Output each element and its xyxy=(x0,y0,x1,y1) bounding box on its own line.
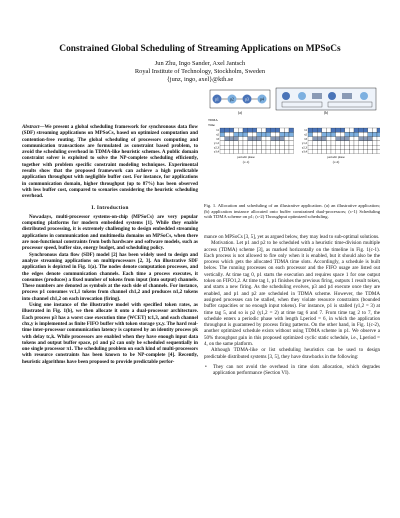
schedule-row-label: π1 xyxy=(303,128,307,133)
tdma-label: TDMA xyxy=(208,118,218,122)
schedule-cell xyxy=(280,145,285,149)
schedule-cell xyxy=(271,132,276,136)
schedule-cell xyxy=(229,137,234,141)
schedule-cell xyxy=(275,132,280,136)
schedule-cell xyxy=(345,141,350,145)
schedule-cell xyxy=(345,128,350,132)
schedule-cell xyxy=(354,132,359,136)
schedule-cell xyxy=(243,137,248,141)
bullet-text: They can not avoid the overhead in time slots allocation, which degrades application performance (Section VI). xyxy=(213,363,380,377)
schedule-cell xyxy=(289,128,294,132)
periodic-phase-label: periodic phase xyxy=(327,155,345,159)
schedule-cell xyxy=(345,137,350,141)
schedule-cell xyxy=(261,141,266,145)
schedule-cell xyxy=(284,145,289,149)
schedule-cell xyxy=(372,132,377,136)
intro-paragraph: Using one instance of the illustrative model with specified token rates, as illustrated in Fig. 1(b), we then allocate it onto a dual-processor architecture. Each process p3 has a worst case execution time (WCET) tc1,3, and each channel chx,y is implemented as finite FIFO buffer with token storage γx,y. The hard real-time inter-processor communication latency is captured by an identity process pk with delay tc,k. While processors are enabled when they have enough input data tokens and output buffer space, p1 and p2 can only be scheduled sequentially in one single processor π1. The scheduling problem on such kind of multi-processors with resource constraints has been known to be NP-complete [4]. Recently, heuristic algorithms have been proposed to provide predictable perfor- xyxy=(22,302,198,365)
schedule-cell xyxy=(317,150,322,154)
schedule-cell xyxy=(345,132,350,136)
schedule-cell xyxy=(238,132,243,136)
schedule-cell xyxy=(238,128,243,132)
schedule-cell xyxy=(340,132,345,136)
intro-paragraph: Nowadays, multi-processor systems-on-chip (MPSoCs) are very popular computing platforms for modern embedded systems [1]. While they enable distributed processing, it is extremely challenging to design embedded streaming applications in communication and multimedia domains on MPSoCs, when there are non-functional constraints from both hardware and software models, such as processor speed, buffer size, energy budget, and scheduling policy. xyxy=(22,213,198,252)
schedule-cell xyxy=(308,141,313,145)
schedule-cell xyxy=(229,141,234,145)
schedule-cell xyxy=(275,145,280,149)
schedule-cell xyxy=(275,150,280,154)
schedule-cell xyxy=(349,128,354,132)
schedule-cell xyxy=(248,145,253,149)
schedule-cell xyxy=(368,137,373,141)
authors: Jun Zhu, Ingo Sander, Axel Jantsch xyxy=(154,60,246,67)
schedule-cell xyxy=(359,145,364,149)
schedule-cell xyxy=(220,132,225,136)
schedule-cell xyxy=(336,141,341,145)
schedule-cell xyxy=(313,132,318,136)
node-label: p1 xyxy=(215,97,219,102)
schedule-cell xyxy=(354,137,359,141)
schedule-cell xyxy=(377,137,380,141)
author-block xyxy=(0,60,400,85)
schedule-cell xyxy=(308,145,313,149)
schedule-cell xyxy=(225,150,230,154)
schedule-cell xyxy=(368,128,373,132)
schedule-cell xyxy=(271,141,276,145)
schedule-cell xyxy=(331,150,336,154)
schedule-cell xyxy=(225,128,230,132)
schedule-cell xyxy=(271,128,276,132)
schedule-cell xyxy=(326,150,331,154)
schedule-cell xyxy=(368,145,373,149)
bullet-item: • They can not avoid the overhead in time slots allocation, which degrades application performance (Section VI). xyxy=(205,363,380,377)
schedule-cell xyxy=(266,150,271,154)
schedule-cell xyxy=(243,141,248,145)
schedule-cell xyxy=(368,132,373,136)
schedule-row-label: γ3,4 xyxy=(213,149,219,154)
schedule-cell xyxy=(243,128,248,132)
schedule-row-label: γ2,3 xyxy=(213,145,219,150)
schedule-cell xyxy=(359,141,364,145)
schedule-cell xyxy=(345,150,350,154)
schedule-cell xyxy=(336,145,341,149)
sdf-graph-a xyxy=(210,90,270,115)
schedule-cell xyxy=(340,145,345,149)
schedule-cell xyxy=(243,150,248,154)
schedule-cell xyxy=(326,141,331,145)
schedule-cell xyxy=(257,137,262,141)
schedule-cell xyxy=(257,145,262,149)
schedule-cell xyxy=(363,150,368,154)
schedule-c2 xyxy=(302,128,380,164)
schedule-cell xyxy=(225,132,230,136)
schedule-cell xyxy=(234,145,239,149)
schedule-cell xyxy=(363,128,368,132)
schedule-cell xyxy=(313,128,318,132)
schedule-cell xyxy=(261,132,266,136)
schedule-cell xyxy=(220,137,225,141)
section-heading-introduction: I. Introduction xyxy=(91,204,129,211)
schedule-cell xyxy=(336,137,341,141)
schedule-cell xyxy=(336,150,341,154)
schedule-cell xyxy=(349,137,354,141)
schedule-cell xyxy=(229,128,234,132)
schedule-cell xyxy=(238,145,243,149)
schedule-cell xyxy=(280,141,285,145)
schedule-cell xyxy=(289,145,294,149)
schedule-cell xyxy=(308,150,313,154)
schedule-cell xyxy=(363,137,368,141)
schedule-cell xyxy=(317,145,322,149)
schedule-cell xyxy=(289,141,294,145)
motivation-paragraph: Motivation. Let p1 and p2 to be scheduled with a heuristic time-division multiple access (TDMA) scheme [3], as marked horizontally on the timeline in Fig. 1(c-1). Each process is not allowed to fire only when it is enabled, but it should also be the process which gets the allocated TDMA time slots. Accordingly, a schedule is built below. The running processes on each processor and the FIFO usage are listed out vertically. At time tag 0, p1 starts the execution and requires space 1 for one output token on FIFO1,2. At time tag 1, p1 finishes the previous firing, outputs 1 result token, and starts a new firing. As the scheduling evolves, p3 and p4 execute once they are enabled, and p1 and p2 are scheduled in TDMA scheme. However, the TDMA assigned processes can be stalled, when they violate resource constraints (bounded buffer capacities or no enough input tokens). For instance, p1 is stalled (γ1,2 = 3) at time tag 5, and so is p2 (γ1,2 = 2) at time tag 6 and 7. From time tag 2 to 7, the schedule enters a periodic phase with length Lperiod = 6, in which the application throughput is guaranteed by process firing patterns. On the other hand, in Fig. 1(c-2), another optimized schedule exists without using TDMA scheme in p1. We observe a 50% throughput gain in this proposed optimized cyclic static schedule, i.e., Lperiod = 4, on the same platform. xyxy=(204,240,380,348)
schedule-cell xyxy=(243,145,248,149)
body-paragraph: Although TDMA-like or list scheduling heuristics can be used to design predictable distributed systems [3, 5], they have drawbacks in the following: xyxy=(204,347,380,360)
schedule-cell xyxy=(280,128,285,132)
schedule-cell xyxy=(345,145,350,149)
schedule-cell xyxy=(266,141,271,145)
schedule-cell xyxy=(349,141,354,145)
abstract-lead: Abstract xyxy=(22,124,40,130)
schedule-cell xyxy=(238,137,243,141)
schedule-row-label: π1 xyxy=(215,128,219,133)
schedule-cell xyxy=(266,128,271,132)
schedule-cell xyxy=(248,137,253,141)
schedule-cell xyxy=(252,145,257,149)
schedule-cell xyxy=(280,150,285,154)
node-label: p3 xyxy=(245,97,249,102)
schedule-cell xyxy=(238,150,243,154)
schedule-cell xyxy=(252,128,257,132)
schedule-cell xyxy=(354,145,359,149)
schedule-cell xyxy=(322,137,327,141)
schedule-cell xyxy=(326,128,331,132)
schedule-cell xyxy=(248,150,253,154)
schedule-cell xyxy=(284,150,289,154)
schedule-cell xyxy=(372,128,377,132)
affiliation: Royal Institute of Technology, Stockholm, Sweden xyxy=(134,68,266,76)
schedule-cell xyxy=(261,145,266,149)
schedule-cell xyxy=(377,141,380,145)
schedule-cell xyxy=(322,128,327,132)
schedule-cell xyxy=(340,137,345,141)
schedule-cell xyxy=(234,137,239,141)
schedule-cell xyxy=(252,150,257,154)
schedule-row-label: π3 xyxy=(303,136,307,141)
schedule-cell xyxy=(308,132,313,136)
schedule-cell xyxy=(340,128,345,132)
periodic-phase-label: periodic phase xyxy=(237,155,255,159)
schedule-cell xyxy=(238,141,243,145)
schedule-cell xyxy=(317,128,322,132)
schedule-cell xyxy=(308,128,313,132)
schedule-row-label: π2 xyxy=(303,132,307,137)
schedule-cell xyxy=(271,137,276,141)
schedule-cell xyxy=(313,150,318,154)
schedule-cell xyxy=(271,145,276,149)
schedule-row-label: γ3,4 xyxy=(301,149,307,154)
schedule-cell xyxy=(225,137,230,141)
schedule-cell xyxy=(266,137,271,141)
schedule-cell xyxy=(252,141,257,145)
schedule-cell xyxy=(317,137,322,141)
abstract xyxy=(22,124,198,365)
schedule-cell xyxy=(340,141,345,145)
schedule-cell xyxy=(349,132,354,136)
intro-paragraph: Synchronous data flow (SDF) model [2] has been widely used to design and analyze streaming applications on multiprocessors [2, 3]. An illustrative SDF application is depicted in Fig. 1(a). The nodes denote computation processes, and the edges denote communication channels. Each time a process executes, it consumes (produces) a fixed number of tokens from input (into output) channels. These numbers are denoted as symbols at the each side of channels. For instance, process p1 consumes vc1,1 tokens from channel ch1,2 and produces n1,2 tokens into channel ch1,2 on each invocation (firing). xyxy=(22,251,198,302)
schedule-row-label: γ2,3 xyxy=(301,145,307,150)
schedule-cell xyxy=(354,150,359,154)
schedule-cell xyxy=(372,145,377,149)
schedule-cell xyxy=(280,137,285,141)
schedule-row-label: π3 xyxy=(215,136,219,141)
schedule-cell xyxy=(372,137,377,141)
schedule-cell xyxy=(266,145,271,149)
schedule-cell xyxy=(275,128,280,132)
schedule-cell xyxy=(377,150,380,154)
schedule-row-label: π2 xyxy=(215,132,219,137)
schedule-cell xyxy=(359,150,364,154)
schedule-cell xyxy=(322,145,327,149)
schedule-cell xyxy=(220,128,225,132)
schedule-cell xyxy=(326,132,331,136)
schedule-cell xyxy=(322,132,327,136)
schedule-cell xyxy=(289,137,294,141)
schedule-cell xyxy=(243,132,248,136)
subfigure-label-b: (b) xyxy=(323,111,329,115)
schedule-cell xyxy=(261,150,266,154)
schedule-cell xyxy=(354,141,359,145)
schedule-cell xyxy=(331,128,336,132)
schedule-cell xyxy=(313,145,318,149)
schedule-cell xyxy=(368,150,373,154)
schedule-cell xyxy=(331,145,336,149)
schedule-cell xyxy=(257,150,262,154)
node-label: p2 xyxy=(230,97,234,102)
schedule-cell xyxy=(359,132,364,136)
schedule-cell xyxy=(284,137,289,141)
schedule-cell xyxy=(257,132,262,136)
body-paragraph: mance on MPSoCs [3, 5], yet as argued below, they may lead to sub-optimal solutions. xyxy=(204,234,380,240)
schedule-cell xyxy=(275,141,280,145)
schedule-cell xyxy=(308,137,313,141)
schedule-cell xyxy=(349,150,354,154)
subfigure-label-c2: (c-2) xyxy=(332,160,340,164)
schedule-cell xyxy=(234,141,239,145)
schedule-cell xyxy=(289,150,294,154)
schedule-cell xyxy=(372,141,377,145)
time-label: Time xyxy=(208,123,215,127)
schedule-cell xyxy=(229,132,234,136)
schedule-cell xyxy=(317,132,322,136)
schedule-cell xyxy=(257,141,262,145)
schedule-cell xyxy=(234,150,239,154)
schedule-cell xyxy=(225,141,230,145)
schedule-cell xyxy=(229,145,234,149)
schedule-cell xyxy=(359,128,364,132)
schedule-row-label: γ1,2 xyxy=(213,141,219,146)
schedule-cell xyxy=(313,141,318,145)
schedule-cell xyxy=(252,137,257,141)
schedule-cell xyxy=(340,150,345,154)
schedule-row-label: γ1,2 xyxy=(301,141,307,146)
schedule-cell xyxy=(331,137,336,141)
schedule-cell xyxy=(363,145,368,149)
schedule-cell xyxy=(377,145,380,149)
schedule-cell xyxy=(229,150,234,154)
schedule-cell xyxy=(266,132,271,136)
subfigure-label-c1: (c-1) xyxy=(242,160,250,164)
schedule-cell xyxy=(363,141,368,145)
subfigure-label-a: (a) xyxy=(238,111,242,115)
schedule-cell xyxy=(234,132,239,136)
abstract-text: —We present a global scheduling framework for synchronous data flow (SDF) streaming applications on MPSoCs, based on optimized computation and contention-free routing. The global scheduling of processors computing and communication transactions are formulated as constraint based problem, to avoid the scheduling overhead in TDMA-like heuristic schemes. A public domain constraint solver is exploited to solve the NP-complete scheduling efficiently, together with problem specific constraint modeling techniques. Experimental results show that the proposed framework can achieve a high predictable application throughput with negligible buffer cost. For instance, for applications in communication domain, higher throughput (up to 87%) has been observed with less buffer cost, compared to scenaries considering the heuristic scheduling overhead. xyxy=(22,124,198,200)
schedule-cell xyxy=(363,132,368,136)
schedule-cell xyxy=(257,128,262,132)
schedule-cell xyxy=(354,128,359,132)
schedule-cell xyxy=(271,150,276,154)
schedule-cell xyxy=(336,132,341,136)
schedule-cell xyxy=(336,128,341,132)
figure-caption: Fig. 1. Allocation and scheduling of an illustrative application. (a) an illustrative application; (b) application instance allocated onto buffer constrained dual-processors; (c-1) Scheduling with TDMA scheme on p1; (c-2) Throughput optimized scheduling. xyxy=(204,203,380,220)
schedule-cell xyxy=(326,145,331,149)
schedule-cell xyxy=(248,132,253,136)
schedule-cell xyxy=(322,141,327,145)
allocation-b xyxy=(276,88,376,115)
schedule-cell xyxy=(331,141,336,145)
email: {junz, ingo, axel}@kth.se xyxy=(166,76,234,84)
schedule-cell xyxy=(326,137,331,141)
schedule-cell xyxy=(331,132,336,136)
schedule-cell xyxy=(289,132,294,136)
schedule-cell xyxy=(280,132,285,136)
schedule-cell xyxy=(377,132,380,136)
schedule-cell xyxy=(261,137,266,141)
schedule-cell xyxy=(349,145,354,149)
schedule-cell xyxy=(261,128,266,132)
schedule-cell xyxy=(220,141,225,145)
schedule-cell xyxy=(220,145,225,149)
schedule-cell xyxy=(372,150,377,154)
schedule-cell xyxy=(248,141,253,145)
schedule-cell xyxy=(313,137,318,141)
right-column xyxy=(204,234,380,377)
schedule-cell xyxy=(322,150,327,154)
schedule-cell xyxy=(252,132,257,136)
schedule-cell xyxy=(359,137,364,141)
schedule-cell xyxy=(284,141,289,145)
schedule-c1 xyxy=(208,118,294,164)
schedule-cell xyxy=(275,137,280,141)
schedule-cell xyxy=(220,150,225,154)
schedule-cell xyxy=(225,145,230,149)
node-label: p4 xyxy=(260,97,264,102)
schedule-cell xyxy=(368,141,373,145)
schedule-cell xyxy=(248,128,253,132)
schedule-cell xyxy=(284,132,289,136)
schedule-cell xyxy=(317,141,322,145)
schedule-cell xyxy=(377,128,380,132)
paper-title: Constrained Global Scheduling of Streaming Applications on MPSoCs xyxy=(59,44,341,54)
schedule-cell xyxy=(284,128,289,132)
figure-1 xyxy=(204,84,380,200)
schedule-cell xyxy=(234,128,239,132)
